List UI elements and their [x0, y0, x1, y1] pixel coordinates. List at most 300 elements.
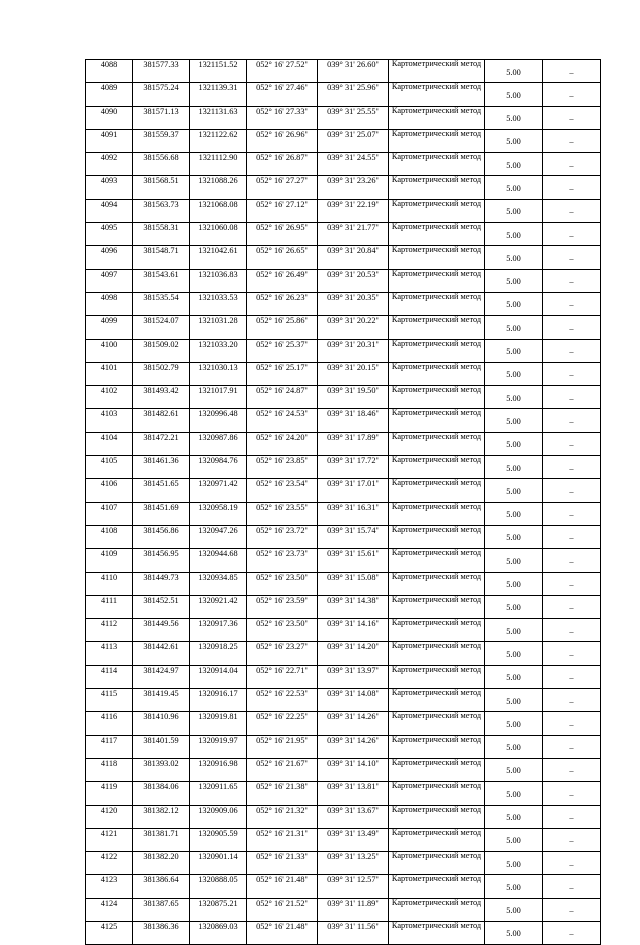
latitude-cell: 052° 16' 21.33" — [247, 852, 318, 875]
table-row — [86, 479, 601, 502]
latitude-cell: 052° 16' 21.48" — [247, 875, 318, 898]
note-cell: – — [543, 805, 601, 828]
x-coordinate-cell: 381387.65 — [133, 898, 190, 921]
latitude-cell: 052° 16' 21.95" — [247, 735, 318, 758]
point-number-cell: 4093 — [86, 176, 133, 199]
table-row — [86, 432, 601, 455]
point-number-cell: 4104 — [86, 432, 133, 455]
longitude-cell: 039° 31' 13.25" — [318, 852, 389, 875]
accuracy-cell: 5.00 — [485, 362, 543, 385]
table-row — [86, 386, 601, 409]
y-coordinate-cell: 1321068.08 — [190, 199, 247, 222]
method-cell: Картометрический метод — [389, 432, 485, 455]
accuracy-cell: 5.00 — [485, 572, 543, 595]
point-number-cell: 4114 — [86, 665, 133, 688]
latitude-cell: 052° 16' 21.52" — [247, 898, 318, 921]
method-cell: Картометрический метод — [389, 525, 485, 548]
longitude-cell: 039° 31' 20.53" — [318, 269, 389, 292]
note-cell: – — [543, 199, 601, 222]
longitude-cell: 039° 31' 23.26" — [318, 176, 389, 199]
y-coordinate-cell: 1320919.81 — [190, 712, 247, 735]
longitude-cell: 039° 31' 14.38" — [318, 595, 389, 618]
note-cell: – — [543, 176, 601, 199]
table-row — [86, 339, 601, 362]
x-coordinate-cell: 381461.36 — [133, 456, 190, 479]
table-row — [86, 223, 601, 246]
longitude-cell: 039° 31' 22.19" — [318, 199, 389, 222]
point-number-cell: 4123 — [86, 875, 133, 898]
table-row — [86, 176, 601, 199]
note-cell: – — [543, 758, 601, 781]
table-row — [86, 153, 601, 176]
latitude-cell: 052° 16' 26.96" — [247, 129, 318, 152]
point-number-cell: 4091 — [86, 129, 133, 152]
latitude-cell: 052° 16' 24.20" — [247, 432, 318, 455]
method-cell: Картометрический метод — [389, 572, 485, 595]
longitude-cell: 039° 31' 18.46" — [318, 409, 389, 432]
note-cell: – — [543, 316, 601, 339]
latitude-cell: 052° 16' 21.67" — [247, 758, 318, 781]
y-coordinate-cell: 1321042.61 — [190, 246, 247, 269]
method-cell: Картометрический метод — [389, 852, 485, 875]
method-cell: Картометрический метод — [389, 83, 485, 106]
y-coordinate-cell: 1321033.20 — [190, 339, 247, 362]
accuracy-cell: 5.00 — [485, 828, 543, 851]
note-cell: – — [543, 60, 601, 83]
table-row — [86, 83, 601, 106]
method-cell: Картометрический метод — [389, 129, 485, 152]
point-number-cell: 4105 — [86, 456, 133, 479]
point-number-cell: 4120 — [86, 805, 133, 828]
accuracy-cell: 5.00 — [485, 549, 543, 572]
method-cell: Картометрический метод — [389, 176, 485, 199]
note-cell: – — [543, 246, 601, 269]
method-cell: Картометрический метод — [389, 549, 485, 572]
method-cell: Картометрический метод — [389, 712, 485, 735]
table-row — [86, 782, 601, 805]
method-cell: Картометрический метод — [389, 199, 485, 222]
latitude-cell: 052° 16' 23.72" — [247, 525, 318, 548]
point-number-cell: 4113 — [86, 642, 133, 665]
y-coordinate-cell: 1321088.26 — [190, 176, 247, 199]
point-number-cell: 4103 — [86, 409, 133, 432]
y-coordinate-cell: 1320909.06 — [190, 805, 247, 828]
table-row — [86, 60, 601, 83]
table-row — [86, 549, 601, 572]
table-row — [86, 735, 601, 758]
y-coordinate-cell: 1321060.08 — [190, 223, 247, 246]
point-number-cell: 4106 — [86, 479, 133, 502]
y-coordinate-cell: 1321112.90 — [190, 153, 247, 176]
longitude-cell: 039° 31' 15.61" — [318, 549, 389, 572]
x-coordinate-cell: 381571.13 — [133, 106, 190, 129]
point-number-cell: 4111 — [86, 595, 133, 618]
latitude-cell: 052° 16' 27.52" — [247, 60, 318, 83]
note-cell: – — [543, 595, 601, 618]
x-coordinate-cell: 381449.73 — [133, 572, 190, 595]
method-cell: Картометрический метод — [389, 642, 485, 665]
accuracy-cell: 5.00 — [485, 525, 543, 548]
latitude-cell: 052° 16' 23.59" — [247, 595, 318, 618]
coordinates-table — [85, 59, 601, 945]
accuracy-cell: 5.00 — [485, 339, 543, 362]
accuracy-cell: 5.00 — [485, 805, 543, 828]
method-cell: Картометрический метод — [389, 875, 485, 898]
table-row — [86, 409, 601, 432]
y-coordinate-cell: 1320869.03 — [190, 921, 247, 944]
note-cell: – — [543, 106, 601, 129]
latitude-cell: 052° 16' 26.65" — [247, 246, 318, 269]
table-row — [86, 805, 601, 828]
table-row — [86, 852, 601, 875]
accuracy-cell: 5.00 — [485, 106, 543, 129]
note-cell: – — [543, 689, 601, 712]
x-coordinate-cell: 381535.54 — [133, 292, 190, 315]
latitude-cell: 052° 16' 21.32" — [247, 805, 318, 828]
x-coordinate-cell: 381452.51 — [133, 595, 190, 618]
point-number-cell: 4100 — [86, 339, 133, 362]
latitude-cell: 052° 16' 23.85" — [247, 456, 318, 479]
longitude-cell: 039° 31' 17.01" — [318, 479, 389, 502]
longitude-cell: 039° 31' 25.96" — [318, 83, 389, 106]
note-cell: – — [543, 665, 601, 688]
latitude-cell: 052° 16' 24.53" — [247, 409, 318, 432]
x-coordinate-cell: 381381.71 — [133, 828, 190, 851]
x-coordinate-cell: 381451.69 — [133, 502, 190, 525]
x-coordinate-cell: 381575.24 — [133, 83, 190, 106]
accuracy-cell: 5.00 — [485, 386, 543, 409]
x-coordinate-cell: 381482.61 — [133, 409, 190, 432]
table-row — [86, 246, 601, 269]
y-coordinate-cell: 1321122.62 — [190, 129, 247, 152]
y-coordinate-cell: 1321131.63 — [190, 106, 247, 129]
note-cell: – — [543, 386, 601, 409]
latitude-cell: 052° 16' 22.71" — [247, 665, 318, 688]
accuracy-cell: 5.00 — [485, 432, 543, 455]
table-row — [86, 712, 601, 735]
table-row — [86, 362, 601, 385]
longitude-cell: 039° 31' 13.81" — [318, 782, 389, 805]
note-cell: – — [543, 129, 601, 152]
longitude-cell: 039° 31' 13.97" — [318, 665, 389, 688]
x-coordinate-cell: 381386.64 — [133, 875, 190, 898]
y-coordinate-cell: 1320996.48 — [190, 409, 247, 432]
accuracy-cell: 5.00 — [485, 223, 543, 246]
accuracy-cell: 5.00 — [485, 83, 543, 106]
method-cell: Картометрический метод — [389, 409, 485, 432]
latitude-cell: 052° 16' 27.33" — [247, 106, 318, 129]
point-number-cell: 4101 — [86, 362, 133, 385]
x-coordinate-cell: 381419.45 — [133, 689, 190, 712]
point-number-cell: 4092 — [86, 153, 133, 176]
longitude-cell: 039° 31' 20.31" — [318, 339, 389, 362]
accuracy-cell: 5.00 — [485, 712, 543, 735]
y-coordinate-cell: 1320921.42 — [190, 595, 247, 618]
latitude-cell: 052° 16' 23.50" — [247, 619, 318, 642]
y-coordinate-cell: 1321033.53 — [190, 292, 247, 315]
y-coordinate-cell: 1320901.14 — [190, 852, 247, 875]
y-coordinate-cell: 1321139.31 — [190, 83, 247, 106]
longitude-cell: 039° 31' 14.10" — [318, 758, 389, 781]
x-coordinate-cell: 381556.68 — [133, 153, 190, 176]
accuracy-cell: 5.00 — [485, 246, 543, 269]
accuracy-cell: 5.00 — [485, 479, 543, 502]
y-coordinate-cell: 1320984.76 — [190, 456, 247, 479]
table-row — [86, 129, 601, 152]
longitude-cell: 039° 31' 20.22" — [318, 316, 389, 339]
method-cell: Картометрический метод — [389, 921, 485, 944]
x-coordinate-cell: 381410.96 — [133, 712, 190, 735]
latitude-cell: 052° 16' 25.17" — [247, 362, 318, 385]
latitude-cell: 052° 16' 26.95" — [247, 223, 318, 246]
x-coordinate-cell: 381524.07 — [133, 316, 190, 339]
latitude-cell: 052° 16' 21.38" — [247, 782, 318, 805]
point-number-cell: 4094 — [86, 199, 133, 222]
accuracy-cell: 5.00 — [485, 502, 543, 525]
x-coordinate-cell: 381568.51 — [133, 176, 190, 199]
table-row — [86, 828, 601, 851]
note-cell: – — [543, 619, 601, 642]
latitude-cell: 052° 16' 24.87" — [247, 386, 318, 409]
note-cell: – — [543, 525, 601, 548]
method-cell: Картометрический метод — [389, 758, 485, 781]
y-coordinate-cell: 1320934.85 — [190, 572, 247, 595]
accuracy-cell: 5.00 — [485, 619, 543, 642]
x-coordinate-cell: 381493.42 — [133, 386, 190, 409]
note-cell: – — [543, 828, 601, 851]
y-coordinate-cell: 1320888.05 — [190, 875, 247, 898]
note-cell: – — [543, 712, 601, 735]
latitude-cell: 052° 16' 23.54" — [247, 479, 318, 502]
accuracy-cell: 5.00 — [485, 316, 543, 339]
longitude-cell: 039° 31' 14.26" — [318, 735, 389, 758]
longitude-cell: 039° 31' 11.56" — [318, 921, 389, 944]
accuracy-cell: 5.00 — [485, 735, 543, 758]
x-coordinate-cell: 381509.02 — [133, 339, 190, 362]
method-cell: Картометрический метод — [389, 223, 485, 246]
table-row — [86, 316, 601, 339]
accuracy-cell: 5.00 — [485, 689, 543, 712]
accuracy-cell: 5.00 — [485, 409, 543, 432]
note-cell: – — [543, 502, 601, 525]
table-row — [86, 689, 601, 712]
method-cell: Картометрический метод — [389, 619, 485, 642]
method-cell: Картометрический метод — [389, 60, 485, 83]
x-coordinate-cell: 381577.33 — [133, 60, 190, 83]
longitude-cell: 039° 31' 25.55" — [318, 106, 389, 129]
accuracy-cell: 5.00 — [485, 153, 543, 176]
longitude-cell: 039° 31' 20.84" — [318, 246, 389, 269]
table-row — [86, 642, 601, 665]
accuracy-cell: 5.00 — [485, 898, 543, 921]
point-number-cell: 4117 — [86, 735, 133, 758]
note-cell: – — [543, 852, 601, 875]
x-coordinate-cell: 381401.59 — [133, 735, 190, 758]
latitude-cell: 052° 16' 26.87" — [247, 153, 318, 176]
accuracy-cell: 5.00 — [485, 292, 543, 315]
longitude-cell: 039° 31' 12.57" — [318, 875, 389, 898]
x-coordinate-cell: 381559.37 — [133, 129, 190, 152]
latitude-cell: 052° 16' 21.31" — [247, 828, 318, 851]
accuracy-cell: 5.00 — [485, 665, 543, 688]
latitude-cell: 052° 16' 25.37" — [247, 339, 318, 362]
method-cell: Картометрический метод — [389, 153, 485, 176]
y-coordinate-cell: 1320916.17 — [190, 689, 247, 712]
point-number-cell: 4090 — [86, 106, 133, 129]
note-cell: – — [543, 409, 601, 432]
x-coordinate-cell: 381386.36 — [133, 921, 190, 944]
point-number-cell: 4102 — [86, 386, 133, 409]
point-number-cell: 4110 — [86, 572, 133, 595]
latitude-cell: 052° 16' 26.23" — [247, 292, 318, 315]
note-cell: – — [543, 549, 601, 572]
note-cell: – — [543, 479, 601, 502]
method-cell: Картометрический метод — [389, 502, 485, 525]
method-cell: Картометрический метод — [389, 339, 485, 362]
method-cell: Картометрический метод — [389, 269, 485, 292]
accuracy-cell: 5.00 — [485, 595, 543, 618]
y-coordinate-cell: 1320905.59 — [190, 828, 247, 851]
longitude-cell: 039° 31' 14.08" — [318, 689, 389, 712]
point-number-cell: 4124 — [86, 898, 133, 921]
table-row — [86, 525, 601, 548]
note-cell: – — [543, 153, 601, 176]
point-number-cell: 4116 — [86, 712, 133, 735]
x-coordinate-cell: 381382.20 — [133, 852, 190, 875]
accuracy-cell: 5.00 — [485, 921, 543, 944]
table-row — [86, 502, 601, 525]
longitude-cell: 039° 31' 20.35" — [318, 292, 389, 315]
longitude-cell: 039° 31' 24.55" — [318, 153, 389, 176]
y-coordinate-cell: 1320958.19 — [190, 502, 247, 525]
point-number-cell: 4088 — [86, 60, 133, 83]
longitude-cell: 039° 31' 20.15" — [318, 362, 389, 385]
note-cell: – — [543, 432, 601, 455]
note-cell: – — [543, 875, 601, 898]
method-cell: Картометрический метод — [389, 828, 485, 851]
point-number-cell: 4108 — [86, 525, 133, 548]
y-coordinate-cell: 1320916.98 — [190, 758, 247, 781]
method-cell: Картометрический метод — [389, 106, 485, 129]
latitude-cell: 052° 16' 23.55" — [247, 502, 318, 525]
y-coordinate-cell: 1320919.97 — [190, 735, 247, 758]
y-coordinate-cell: 1320914.04 — [190, 665, 247, 688]
point-number-cell: 4125 — [86, 921, 133, 944]
longitude-cell: 039° 31' 14.26" — [318, 712, 389, 735]
x-coordinate-cell: 381558.31 — [133, 223, 190, 246]
point-number-cell: 4097 — [86, 269, 133, 292]
latitude-cell: 052° 16' 27.27" — [247, 176, 318, 199]
latitude-cell: 052° 16' 25.86" — [247, 316, 318, 339]
x-coordinate-cell: 381456.95 — [133, 549, 190, 572]
table-row — [86, 875, 601, 898]
y-coordinate-cell: 1320911.65 — [190, 782, 247, 805]
table-row — [86, 665, 601, 688]
point-number-cell: 4095 — [86, 223, 133, 246]
table-row — [86, 619, 601, 642]
point-number-cell: 4109 — [86, 549, 133, 572]
note-cell: – — [543, 735, 601, 758]
latitude-cell: 052° 16' 23.27" — [247, 642, 318, 665]
y-coordinate-cell: 1321030.13 — [190, 362, 247, 385]
accuracy-cell: 5.00 — [485, 875, 543, 898]
accuracy-cell: 5.00 — [485, 199, 543, 222]
method-cell: Картометрический метод — [389, 665, 485, 688]
y-coordinate-cell: 1321017.91 — [190, 386, 247, 409]
point-number-cell: 4122 — [86, 852, 133, 875]
x-coordinate-cell: 381563.73 — [133, 199, 190, 222]
note-cell: – — [543, 642, 601, 665]
y-coordinate-cell: 1321031.28 — [190, 316, 247, 339]
note-cell: – — [543, 339, 601, 362]
accuracy-cell: 5.00 — [485, 782, 543, 805]
y-coordinate-cell: 1320987.86 — [190, 432, 247, 455]
method-cell: Картометрический метод — [389, 805, 485, 828]
method-cell: Картометрический метод — [389, 246, 485, 269]
point-number-cell: 4096 — [86, 246, 133, 269]
note-cell: – — [543, 782, 601, 805]
y-coordinate-cell: 1320875.21 — [190, 898, 247, 921]
table-row — [86, 595, 601, 618]
latitude-cell: 052° 16' 22.25" — [247, 712, 318, 735]
y-coordinate-cell: 1321036.83 — [190, 269, 247, 292]
note-cell: – — [543, 269, 601, 292]
method-cell: Картометрический метод — [389, 362, 485, 385]
note-cell: – — [543, 572, 601, 595]
note-cell: – — [543, 362, 601, 385]
x-coordinate-cell: 381449.56 — [133, 619, 190, 642]
x-coordinate-cell: 381451.65 — [133, 479, 190, 502]
note-cell: – — [543, 292, 601, 315]
x-coordinate-cell: 381543.61 — [133, 269, 190, 292]
table-row — [86, 199, 601, 222]
latitude-cell: 052° 16' 21.48" — [247, 921, 318, 944]
y-coordinate-cell: 1320944.68 — [190, 549, 247, 572]
table-row — [86, 572, 601, 595]
accuracy-cell: 5.00 — [485, 129, 543, 152]
point-number-cell: 4121 — [86, 828, 133, 851]
table-row — [86, 758, 601, 781]
accuracy-cell: 5.00 — [485, 456, 543, 479]
longitude-cell: 039° 31' 25.07" — [318, 129, 389, 152]
point-number-cell: 4112 — [86, 619, 133, 642]
accuracy-cell: 5.00 — [485, 176, 543, 199]
table-row — [86, 106, 601, 129]
y-coordinate-cell: 1320917.36 — [190, 619, 247, 642]
method-cell: Картометрический метод — [389, 292, 485, 315]
x-coordinate-cell: 381472.21 — [133, 432, 190, 455]
x-coordinate-cell: 381456.86 — [133, 525, 190, 548]
latitude-cell: 052° 16' 22.53" — [247, 689, 318, 712]
accuracy-cell: 5.00 — [485, 642, 543, 665]
accuracy-cell: 5.00 — [485, 60, 543, 83]
accuracy-cell: 5.00 — [485, 758, 543, 781]
point-number-cell: 4099 — [86, 316, 133, 339]
method-cell: Картометрический метод — [389, 595, 485, 618]
method-cell: Картометрический метод — [389, 898, 485, 921]
longitude-cell: 039° 31' 13.49" — [318, 828, 389, 851]
latitude-cell: 052° 16' 26.49" — [247, 269, 318, 292]
longitude-cell: 039° 31' 11.89" — [318, 898, 389, 921]
x-coordinate-cell: 381442.61 — [133, 642, 190, 665]
longitude-cell: 039° 31' 26.60" — [318, 60, 389, 83]
y-coordinate-cell: 1320947.26 — [190, 525, 247, 548]
longitude-cell: 039° 31' 15.08" — [318, 572, 389, 595]
table-row — [86, 292, 601, 315]
method-cell: Картометрический метод — [389, 386, 485, 409]
longitude-cell: 039° 31' 14.20" — [318, 642, 389, 665]
table-row — [86, 269, 601, 292]
